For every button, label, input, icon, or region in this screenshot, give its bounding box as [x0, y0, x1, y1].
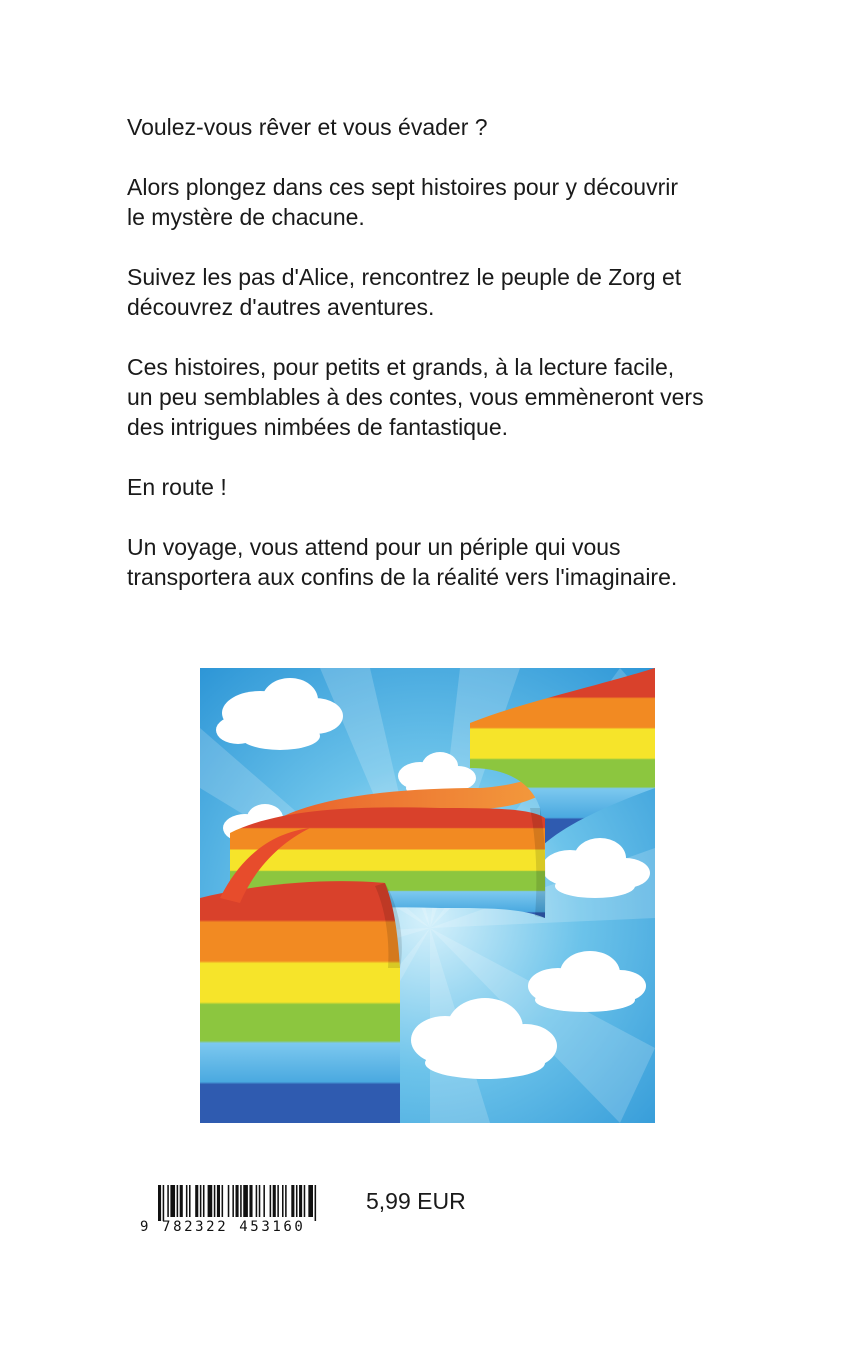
blurb-paragraph	[127, 532, 767, 592]
barcode-bar	[200, 1185, 202, 1217]
barcode-bar	[304, 1185, 306, 1217]
blurb-line: un peu semblables à des contes, vous emmèneront vers	[127, 384, 704, 410]
barcode-bar	[296, 1185, 298, 1217]
barcode-bar	[228, 1185, 230, 1217]
isbn-number: 9 782322 453160	[140, 1219, 306, 1235]
barcode-bar	[177, 1185, 179, 1217]
blurb-line: transportera aux confins de la réalité vers l'imaginaire.	[127, 564, 678, 590]
barcode-bar	[163, 1185, 165, 1221]
barcode-bar	[285, 1185, 287, 1217]
barcode-bar	[180, 1185, 183, 1217]
blurb-paragraph	[127, 472, 767, 502]
barcode-bars	[140, 1185, 340, 1221]
blurb-paragraph	[127, 352, 767, 442]
barcode-bar	[217, 1185, 220, 1217]
barcode-bar	[214, 1185, 216, 1217]
barcode-bar	[256, 1185, 258, 1217]
blurb-line: En route !	[127, 474, 227, 500]
barcode-bar	[170, 1185, 175, 1217]
barcode-bar	[282, 1185, 284, 1217]
blurb-line: Voulez-vous rêver et vous évader ?	[127, 114, 488, 140]
barcode-bar	[195, 1185, 198, 1217]
price-label: 5,99 EUR	[366, 1188, 466, 1214]
blurb-line: découvrez d'autres aventures.	[127, 294, 435, 320]
barcode-bar	[203, 1185, 205, 1217]
blurb-paragraph	[127, 172, 767, 232]
barcode-bar	[222, 1185, 224, 1217]
barcode-bar	[240, 1185, 242, 1217]
barcode-bar	[243, 1185, 248, 1217]
blurb-line: des intrigues nimbées de fantastique.	[127, 414, 509, 440]
blurb-line: Alors plongez dans ces sept histoires pour y découvrir	[127, 174, 679, 200]
blurb-paragraph	[127, 112, 767, 142]
blurb-line: le mystère de chacune.	[127, 204, 365, 230]
barcode-bar	[263, 1185, 265, 1217]
barcode-bar	[158, 1185, 161, 1221]
barcode-bar	[315, 1185, 317, 1221]
barcode-bar	[189, 1185, 191, 1217]
barcode-bar	[167, 1185, 169, 1217]
blurb-paragraph	[127, 262, 767, 322]
rainbow-ribbon-image	[200, 668, 655, 1123]
barcode-bar	[299, 1185, 302, 1217]
barcode-bar	[273, 1185, 276, 1217]
barcode-bar	[291, 1185, 294, 1217]
barcode-bar	[186, 1185, 188, 1217]
barcode-bar	[232, 1185, 234, 1217]
barcode-bar	[308, 1185, 313, 1217]
rainbow-ribbon-illustration	[200, 668, 655, 1123]
blurb-line: Un voyage, vous attend pour un périple qui vous	[127, 534, 621, 560]
barcode-bar	[249, 1185, 252, 1217]
barcode-bar	[236, 1185, 239, 1217]
barcode-bar	[277, 1185, 279, 1217]
blurb-line: Suivez les pas d'Alice, rencontrez le peuple de Zorg et	[127, 264, 682, 290]
barcode-bar	[208, 1185, 213, 1217]
barcode-bar	[259, 1185, 261, 1217]
back-cover-blurb	[127, 112, 767, 622]
barcode-bar	[270, 1185, 272, 1217]
blurb-line: Ces histoires, pour petits et grands, à la lecture facile,	[127, 354, 675, 380]
isbn-barcode	[140, 1185, 340, 1245]
